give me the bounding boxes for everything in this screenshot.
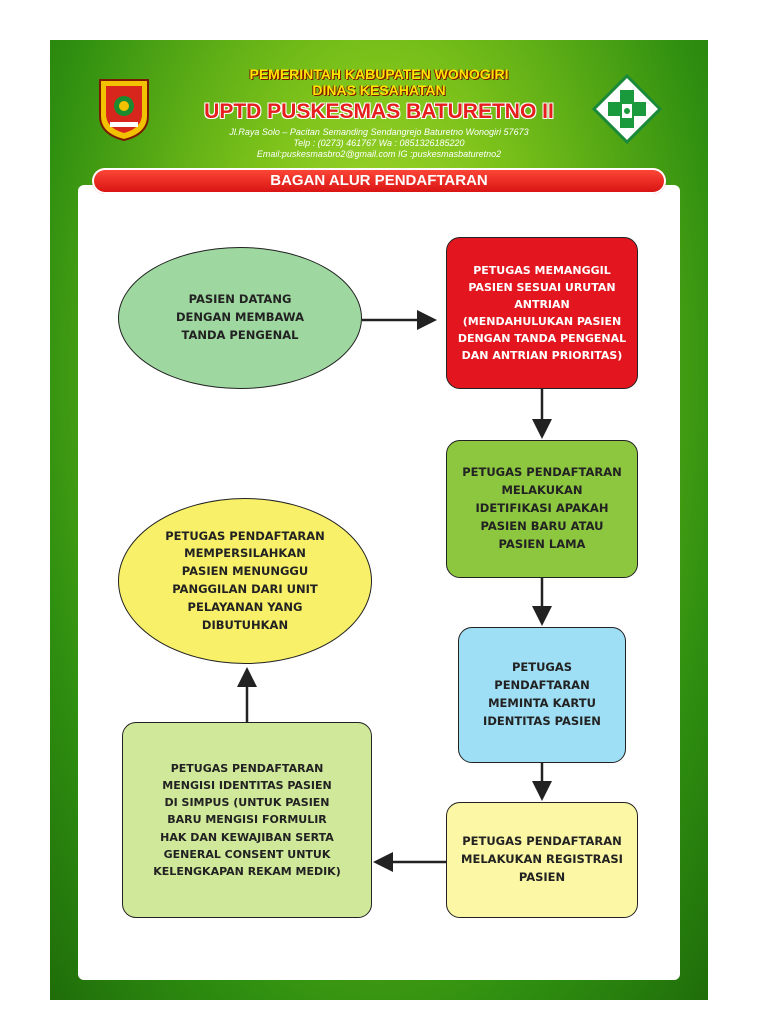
node-wait-for-call: PETUGAS PENDAFTARAN MEMPERSILAHKAN PASIEN MENUNGGU PANGGILAN DARI UNIT PELAYANAN YANG DIBUTUHKAN (118, 498, 372, 664)
node-call-patient: PETUGAS MEMANGGIL PASIEN SESUAI URUTAN ANTRIAN (MENDAHULUKAN PASIEN DENGAN TANDA PENGENAL DAN ANTRIAN PRIORITAS) (446, 237, 638, 389)
node-request-id-card: PETUGAS PENDAFTARAN MEMINTA KARTU IDENTITAS PASIEN (458, 627, 626, 763)
node-identify-patient: PETUGAS PENDAFTARAN MELAKUKAN IDETIFIKASI APAKAH PASIEN BARU ATAU PASIEN LAMA (446, 440, 638, 578)
node-patient-arrives: PASIEN DATANG DENGAN MEMBAWA TANDA PENGENAL (118, 247, 362, 389)
header-line-department: DINAS KESAHATAN (312, 82, 446, 98)
header-line-government: PEMERINTAH KABUPATEN WONOGIRI (249, 66, 509, 82)
header-email: Email:puskesmasbro2@gmail.com IG :puskesmasbaturetno2 (256, 149, 502, 159)
node-registration: PETUGAS PENDAFTARAN MELAKUKAN REGISTRASI PASIEN (446, 802, 638, 918)
header-address: Jl.Raya Solo – Pacitan Semanding Sendangrejo Baturetno Wonogiri 57673 (229, 127, 529, 137)
node-fill-identity: PETUGAS PENDAFTARAN MENGISI IDENTITAS PASIEN DI SIMPUS (UNTUK PASIEN BARU MENGISI FORMULIR HAK DAN KEWAJIBAN SERTA GENERAL CONSENT UNTUK KELENGKAPAN REKAM MEDIK) (122, 722, 372, 918)
header-title: UPTD PUSKESMAS BATURETNO II (204, 100, 554, 123)
banner-title: BAGAN ALUR PENDAFTARAN (270, 172, 488, 189)
header-phone: Telp : (0273) 461767 Wa : 0851326185220 (293, 138, 465, 148)
